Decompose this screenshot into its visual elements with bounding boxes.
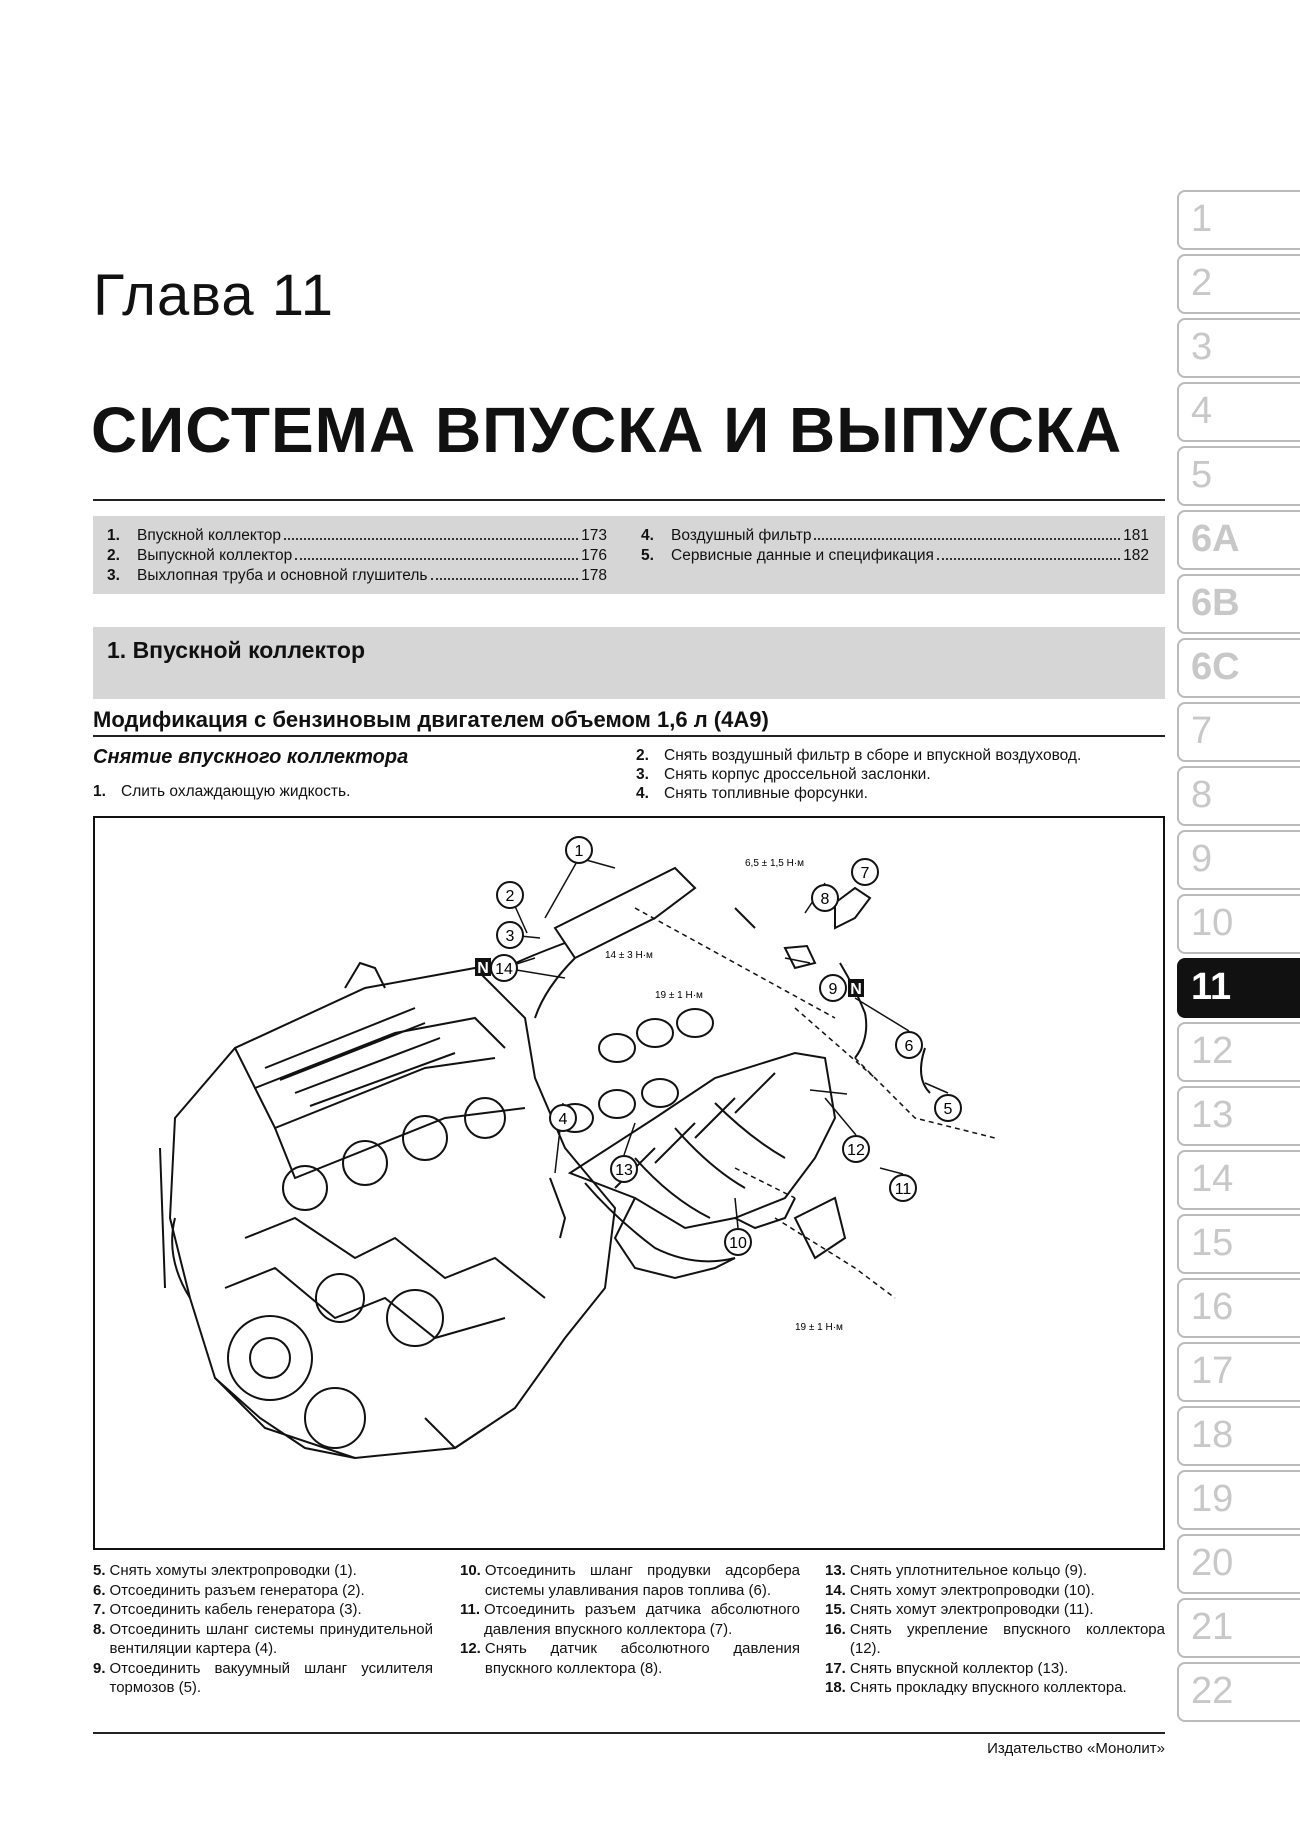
step-number: 13. [825, 1562, 846, 1579]
list-item [825, 1581, 1165, 1601]
parts-drawing [505, 868, 930, 1258]
list-item [93, 1620, 433, 1659]
chapter-tab[interactable] [1177, 1278, 1300, 1338]
step-text: Отсоединить вакуумный шланг усилителя тормозов (5). [109, 1659, 433, 1696]
step-number: 5. [93, 1562, 106, 1579]
chapter-tab-label: 19 [1191, 1478, 1234, 1520]
svg-text:N: N [850, 981, 862, 998]
chapter-tab[interactable] [1177, 1342, 1300, 1402]
list-item [825, 1678, 1165, 1698]
callout-12[interactable] [843, 1136, 869, 1162]
chapter-label: Глава 11 [93, 263, 334, 328]
callout-10[interactable] [725, 1229, 751, 1255]
page-title: СИСТЕМА ВПУСКА И ВЫПУСКА [91, 394, 1123, 466]
procedure-title: Снятие впускного коллектора [93, 746, 409, 768]
svg-text:10: 10 [729, 1235, 747, 1252]
section-header [93, 627, 1165, 699]
chapter-tab[interactable] [1177, 702, 1300, 762]
subsection-title: Модификация с бензиновым двигателем объемом 1,6 л (4A9) [93, 707, 769, 732]
step-number: 15. [825, 1601, 846, 1618]
list-item [460, 1600, 800, 1639]
step-text: Снять укрепление впускного коллектора (12). [849, 1620, 1165, 1657]
callout-1[interactable] [566, 837, 592, 863]
step-text: Снять хомут электропроводки (11). [849, 1601, 1094, 1618]
step-text: Отсоединить разъем генератора (2). [109, 1581, 365, 1599]
toc-entry-number: 1. [107, 527, 120, 544]
step-text: Снять корпус дроссельной заслонки. [664, 766, 931, 783]
step-text: Снять датчик абсолютного давления впускного коллектора (8). [484, 1640, 800, 1677]
toc-entry-title: Сервисные данные и спецификация [671, 547, 934, 564]
step-text: Отсоединить кабель генератора (3). [109, 1601, 362, 1618]
chapter-tab[interactable] [1177, 446, 1300, 506]
chapter-tab-label: 18 [1191, 1414, 1234, 1456]
chapter-tab[interactable] [1177, 510, 1300, 570]
section-title: 1. Впускной коллектор [107, 637, 366, 663]
list-item [93, 1561, 433, 1581]
step-text: Снять прокладку впускного коллектора. [849, 1679, 1127, 1696]
svg-text:11: 11 [894, 1181, 912, 1198]
svg-text:14: 14 [495, 961, 513, 978]
chapter-tab[interactable] [1177, 254, 1300, 314]
svg-text:7: 7 [860, 865, 870, 882]
svg-text:13: 13 [615, 1162, 633, 1179]
chapter-tab-label: 4 [1191, 390, 1213, 432]
step-text: Слить охлаждающую жидкость. [121, 783, 351, 800]
chapter-tab-label: 5 [1191, 454, 1213, 496]
callout-5[interactable] [935, 1095, 961, 1121]
chapter-tab[interactable] [1177, 574, 1300, 634]
chapter-tab[interactable] [1177, 190, 1300, 250]
step-text: Снять уплотнительное кольцо (9). [849, 1562, 1088, 1579]
chapter-tab-label: 14 [1191, 1158, 1234, 1200]
step-text: Снять топливные форсунки. [664, 785, 868, 802]
intro-step [636, 746, 1081, 765]
new-part-marker [475, 958, 491, 977]
steps-column-2 [460, 1561, 800, 1678]
toc-entry-page: 181 [1123, 527, 1149, 544]
chapter-tab-label: 22 [1191, 1670, 1234, 1712]
chapter-tab[interactable] [1177, 1470, 1300, 1530]
diagram-svg [95, 818, 1163, 1548]
list-item [93, 1600, 433, 1620]
toc-leader [295, 558, 578, 560]
publisher-credit: Издательство «Монолит» [987, 1740, 1165, 1757]
svg-text:3: 3 [505, 928, 515, 945]
list-item [93, 1659, 433, 1698]
step-number: 2. [636, 747, 649, 764]
toc-entry-page: 173 [581, 527, 607, 544]
toc-entry[interactable] [107, 546, 607, 566]
step-number: 12. [460, 1640, 481, 1657]
svg-text:2: 2 [505, 888, 515, 905]
toc-entry-title: Воздушный фильтр [671, 527, 812, 544]
engine-block-drawing [160, 963, 615, 1458]
chapter-tab-label: 1 [1191, 198, 1213, 240]
step-number: 17. [825, 1659, 846, 1677]
step-text: Отсоединить шланг продувки адсорбера системы улавливания паров топлива (6). [484, 1562, 800, 1599]
step-text: Снять воздушный фильтр в сборе и впускной воздуховод. [664, 747, 1082, 764]
step-text: Отсоединить разъем датчика абсолютного давления впускного коллектора (7). [484, 1601, 800, 1638]
new-part-marker [848, 979, 864, 998]
step-number: 10. [460, 1562, 481, 1579]
chapter-tabs [1177, 190, 1300, 1726]
toc-entry[interactable] [641, 526, 1149, 546]
list-item [93, 1581, 433, 1601]
svg-text:5: 5 [943, 1101, 953, 1118]
toc-leader [284, 538, 578, 540]
svg-text:N: N [477, 960, 489, 977]
chapter-tab[interactable] [1177, 382, 1300, 442]
toc-column-left [107, 526, 607, 586]
callout-9[interactable] [820, 975, 846, 1001]
toc-entry-title: Выхлопная труба и основной глушитель [137, 567, 428, 584]
step-number: 7. [93, 1601, 106, 1618]
chapter-tab[interactable] [1177, 1406, 1300, 1466]
toc-entry-title: Выпускной коллектор [137, 547, 293, 564]
chapter-tab[interactable] [1177, 1598, 1300, 1658]
toc-entry[interactable] [641, 546, 1149, 566]
toc-entry-number: 5. [641, 547, 654, 564]
chapter-tab-label: 7 [1191, 710, 1213, 752]
step-text: Отсоединить шланг системы принудительной вентиляции картера (4). [109, 1620, 433, 1657]
step-number: 6. [93, 1581, 106, 1599]
chapter-tab-label: 10 [1191, 902, 1234, 944]
chapter-tab-label: 21 [1191, 1606, 1234, 1648]
chapter-tab[interactable] [1177, 638, 1300, 698]
chapter-tab-label: 17 [1191, 1350, 1234, 1392]
torque-labels [605, 858, 843, 1333]
svg-text:8: 8 [820, 891, 830, 908]
title-divider [93, 499, 1165, 501]
list-item [460, 1639, 800, 1678]
footer-divider [93, 1732, 1165, 1734]
chapter-tab[interactable] [1177, 830, 1300, 890]
chapter-tab[interactable] [1177, 1534, 1300, 1594]
chapter-tab-label: 12 [1191, 1030, 1234, 1072]
toc-column-right [641, 526, 1149, 566]
svg-text:1: 1 [574, 843, 584, 860]
toc-entry-title: Впускной коллектор [137, 527, 282, 544]
callout-7[interactable] [852, 859, 878, 885]
list-item [825, 1600, 1165, 1620]
callout-11[interactable] [890, 1175, 916, 1201]
step-number: 11. [460, 1601, 481, 1618]
chapter-tab[interactable] [1177, 318, 1300, 378]
chapter-tab-label: 13 [1191, 1094, 1234, 1136]
chapter-tab-label: 20 [1191, 1542, 1234, 1584]
list-item [460, 1561, 800, 1600]
callout-2[interactable] [497, 882, 523, 908]
chapter-tab-label: 6A [1191, 518, 1240, 560]
callout-3[interactable] [497, 922, 523, 948]
callout-14[interactable] [491, 955, 517, 981]
intro-step [636, 784, 868, 803]
chapter-tab[interactable] [1177, 1022, 1300, 1082]
intake-manifold-diagram [93, 816, 1165, 1550]
toc-entry-page: 182 [1123, 547, 1149, 564]
chapter-tab[interactable] [1177, 1086, 1300, 1146]
toc-entry-page: 178 [581, 567, 607, 584]
chapter-tab[interactable] [1177, 766, 1300, 826]
steps-column-3 [825, 1561, 1165, 1698]
toc-leader [431, 578, 579, 580]
torque-label: 19 ± 1 Н·м [655, 990, 703, 1001]
step-number: 3. [636, 766, 649, 783]
toc-leader [814, 538, 1120, 540]
chapter-tab-label: 2 [1191, 262, 1213, 304]
step-text: Снять впускной коллектор (13). [849, 1659, 1069, 1677]
chapter-tab-label: 8 [1191, 774, 1213, 816]
step-number: 9. [93, 1659, 106, 1677]
chapter-tab-label: 6C [1191, 646, 1240, 688]
step-text: Снять хомут электропроводки (10). [849, 1581, 1095, 1599]
step-text: Снять хомуты электропроводки (1). [109, 1562, 357, 1579]
step-number: 16. [825, 1620, 846, 1638]
torque-label: 6,5 ± 1,5 Н·м [745, 858, 805, 869]
steps-column-1 [93, 1561, 433, 1698]
subsection-divider [93, 735, 1165, 737]
toc-leader [937, 558, 1120, 560]
intro-step [636, 765, 931, 784]
toc-entry-page: 176 [581, 547, 607, 564]
step-number: 18. [825, 1679, 846, 1696]
toc-entry[interactable] [107, 526, 607, 546]
chapter-tab-label: 6B [1191, 582, 1240, 624]
chapter-tab[interactable] [1177, 894, 1300, 954]
callout-13[interactable] [611, 1156, 637, 1182]
svg-text:9: 9 [828, 981, 838, 998]
chapter-tab-label: 11 [1191, 966, 1232, 1008]
svg-text:4: 4 [558, 1111, 568, 1128]
chapter-tab-label: 15 [1191, 1222, 1234, 1264]
chapter-tab[interactable] [1177, 1150, 1300, 1210]
toc-entry-number: 3. [107, 567, 120, 584]
list-item [825, 1561, 1165, 1581]
toc-entry-number: 2. [107, 547, 120, 564]
step-number: 1. [93, 783, 106, 800]
chapter-tab[interactable] [1177, 1662, 1300, 1722]
svg-text:6: 6 [904, 1038, 914, 1055]
chapter-tab-label: 3 [1191, 326, 1213, 368]
toc-entry-number: 4. [641, 527, 654, 544]
callout-markers [475, 837, 961, 1255]
callout-6[interactable] [896, 1032, 922, 1058]
table-of-contents [93, 516, 1165, 594]
step-number: 8. [93, 1620, 106, 1638]
step-number: 14. [825, 1581, 846, 1599]
chapter-tab[interactable] [1177, 1214, 1300, 1274]
intro-step [93, 782, 350, 801]
chapter-tab-label: 16 [1191, 1286, 1234, 1328]
callout-4[interactable] [550, 1105, 576, 1131]
list-item [825, 1659, 1165, 1679]
torque-label: 19 ± 1 Н·м [795, 1322, 843, 1333]
callout-8[interactable] [812, 885, 838, 911]
list-item [825, 1620, 1165, 1659]
torque-label: 14 ± 3 Н·м [605, 950, 653, 961]
chapter-tab-label: 9 [1191, 838, 1213, 880]
step-number: 4. [636, 785, 649, 802]
toc-entry[interactable] [107, 566, 607, 586]
svg-text:12: 12 [847, 1142, 865, 1159]
chapter-tab-active[interactable] [1177, 958, 1300, 1018]
